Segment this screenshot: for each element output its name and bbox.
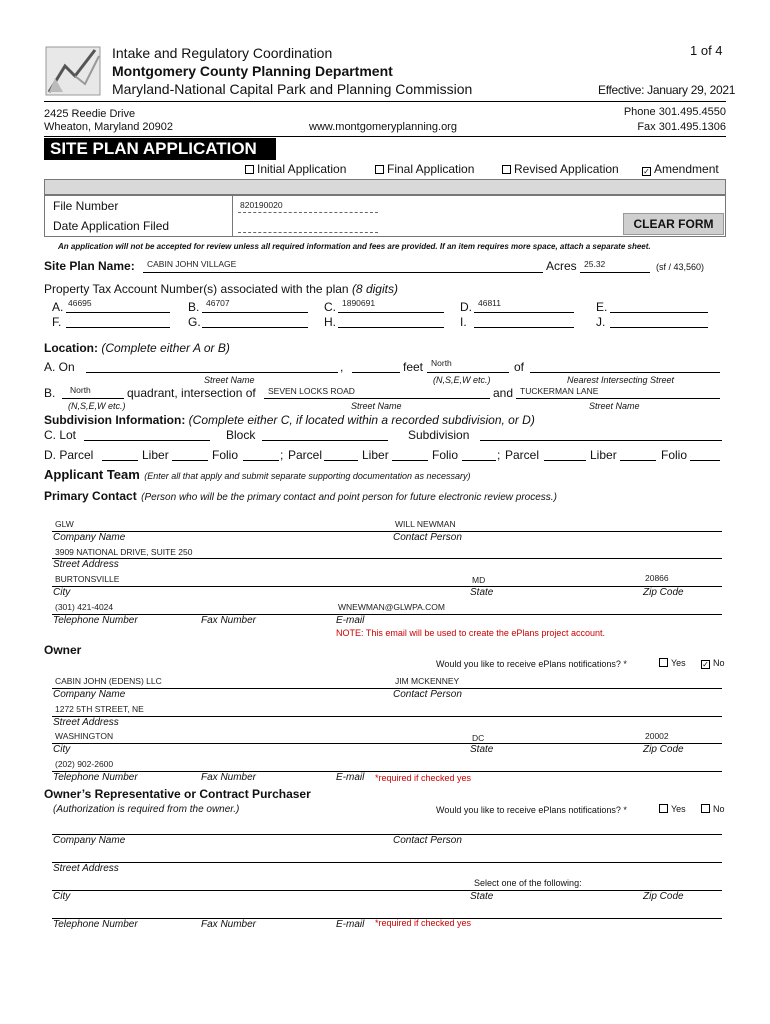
location-b-street2-line [516,398,720,399]
primary-state-input[interactable]: MD [472,575,486,585]
nsew-caption-2: (N,S,E,W etc.) [68,401,126,411]
applicant-team-heading: Applicant Team (Enter all that apply and submit separate supporting documentation as necessary) [44,467,471,482]
telephone-caption: Telephone Number [53,615,138,626]
liber-label-1: Liber [142,448,169,462]
state-caption: State [470,744,494,755]
subdivision-input[interactable] [480,440,722,441]
d-parcel-label: D. Parcel [44,448,94,462]
checkbox-icon [659,658,668,667]
amendment-checkbox[interactable]: ✓ Amendment [643,162,719,176]
rep-note: (Authorization is required from the owner.) [53,804,240,815]
rep-street-input[interactable] [52,862,722,863]
divider [232,195,233,237]
street-address-caption: Street Address [53,559,119,570]
checkbox-icon [245,165,254,174]
owner-zip-input[interactable]: 20002 [645,731,669,741]
tax-c-input[interactable]: 1890691 [342,298,376,308]
location-a-direction-line [427,372,509,373]
acres-label: Acres [546,259,577,273]
checkmark-icon: ✓ [643,167,650,176]
primary-contact-heading: Primary Contact (Person who will be the primary contact and point person for future electronic review process.) [44,489,557,503]
parcel-input-3[interactable] [544,460,586,461]
header-rule [44,101,726,102]
lot-label: C. Lot [44,428,77,442]
city-caption: City [53,891,71,902]
email-caption: E-mail [336,615,365,626]
owner-city-input[interactable]: WASHINGTON [55,731,114,741]
tax-a-line [66,312,170,313]
primary-company-input[interactable]: GLW [55,519,74,529]
primary-email-input[interactable]: WNEWMAN@GLWPA.COM [338,602,446,612]
semicolon-1: ; [280,448,284,462]
checkmark-icon: ✓ [702,660,709,669]
folio-input-1[interactable] [243,460,279,461]
semicolon-2: ; [497,448,501,462]
d-parcel-input[interactable] [102,460,138,461]
quadrant-label: quadrant, intersection of [127,386,256,400]
email-note: NOTE: This email will be used to create the ePlans project account. [336,628,605,638]
folio-label-1: Folio [212,448,239,462]
org-line3: Maryland-National Capital Park and Planning Commission [112,81,473,97]
street-name-caption: Street Name [204,375,255,385]
form-title: SITE PLAN APPLICATION [44,138,276,160]
lot-input[interactable] [84,440,210,441]
and-label: and [493,386,514,400]
tax-j-input[interactable] [610,327,708,328]
location-a-direction-input[interactable]: North [431,358,452,368]
acres-input[interactable]: 25.32 [584,259,606,269]
company-name-caption: Company Name [53,532,126,543]
liber-input-2[interactable] [392,460,428,461]
file-number-input[interactable]: 820190020 [240,200,283,210]
tax-h-input[interactable] [338,327,444,328]
city-caption: City [53,744,71,755]
state-caption: State [470,891,494,902]
tax-d-letter: D. [460,300,472,314]
owner-eplans-no[interactable]: ✓ No [702,658,725,669]
zip-caption: Zip Code [643,587,684,598]
block-input[interactable] [262,440,388,441]
block-label: Block [226,428,256,442]
location-a-feet-input[interactable] [352,372,400,373]
company-name-caption: Company Name [53,689,126,700]
tax-d-input[interactable]: 46811 [478,298,502,308]
required-note: *required if checked yes [375,918,472,928]
owner-contact-input[interactable]: JIM MCKENNEY [395,676,460,686]
fax-number: Fax 301.495.1306 [637,121,726,133]
parcel-label-3: Parcel [505,448,540,462]
subdivision-heading: Subdivision Information: (Complete either C, if located within a recorded subdivision, or D) [44,413,535,427]
header-bar [44,179,726,195]
owner-heading: Owner [44,643,82,657]
tax-b-letter: B. [188,300,200,314]
zip-caption: Zip Code [643,891,684,902]
comma: , [340,360,344,374]
tax-a-letter: A. [52,300,64,314]
location-a-intersecting-input[interactable] [530,372,720,373]
tax-h-letter: H. [324,315,336,329]
company-name-caption: Company Name [53,835,126,846]
rep-company-input[interactable] [52,834,722,835]
owner-phone-input[interactable]: (202) 902-2600 [55,759,114,769]
required-note: *required if checked yes [375,773,472,783]
checkbox-icon [502,165,511,174]
street-address-caption: Street Address [53,717,119,728]
rep-heading: Owner’s Representative or Contract Purchaser [44,787,311,801]
tax-d-line [474,312,574,313]
page-number: 1 of 4 [690,43,723,58]
nsew-caption: (N,S,E,W etc.) [433,375,491,385]
tax-a-input[interactable]: 46695 [68,298,92,308]
file-number-label: File Number [53,199,119,213]
primary-zip-input[interactable]: 20866 [645,573,669,583]
zip-caption: Zip Code [643,744,684,755]
rep-city-input[interactable] [52,890,722,891]
location-b-street2-input[interactable]: TUCKERMAN LANE [520,386,599,396]
location-b-direction-line [62,398,124,399]
file-number-line [238,212,378,213]
of-label: of [514,360,525,374]
primary-street-input[interactable]: 3909 NATIONAL DRIVE, SUITE 250 [55,547,193,557]
owner-eplans-question: Would you like to receive ePlans notifications? * [436,659,627,669]
owner-eplans-yes[interactable]: Yes [659,658,686,668]
folio-label-2: Folio [432,448,459,462]
divider [52,614,722,615]
telephone-caption: Telephone Number [53,772,138,783]
tax-c-line [338,312,444,313]
owner-street-input[interactable]: 1272 5TH STREET, NE [55,704,144,714]
liber-label-3: Liber [590,448,617,462]
mncppc-logo [45,46,101,96]
effective-date: Effective: January 29, 2021 [598,83,736,97]
rep-eplans-no[interactable]: No [701,804,725,814]
location-heading: Location: (Complete either A or B) [44,341,230,355]
tax-b-input[interactable]: 46707 [206,298,230,308]
location-b-direction-input[interactable]: North [70,385,91,395]
initial-application-checkbox[interactable]: Initial Application [245,162,346,176]
site-plan-name-line [143,272,543,273]
divider [52,558,722,559]
rep-eplans-yes[interactable]: Yes [659,804,686,814]
nearest-street-caption: Nearest Intersecting Street [567,375,675,385]
tax-i-letter: I. [460,315,467,329]
date-filed-input[interactable] [238,232,378,233]
location-a-street-input[interactable] [86,372,338,373]
tax-g-letter: G. [188,315,201,329]
tax-e-letter: E. [596,300,608,314]
checkbox-icon [659,804,668,813]
date-filed-label: Date Application Filed [53,219,170,233]
owner-company-input[interactable]: CABIN JOHN (EDENS) LLC [55,676,162,686]
liber-input-1[interactable] [172,460,208,461]
tax-b-line [202,312,308,313]
checkbox-icon [375,165,384,174]
fax-caption: Fax Number [201,615,257,626]
divider [52,688,722,689]
divider [52,716,722,717]
liber-label-2: Liber [362,448,389,462]
email-caption: E-mail [336,919,365,930]
tax-c-letter: C. [324,300,336,314]
folio-label-3: Folio [661,448,688,462]
header-rule-2 [44,136,726,137]
select-one-text: Select one of the following: [474,878,582,888]
state-caption: State [470,587,494,598]
sf-label: (sf / 43,560) [656,262,705,272]
org-line2: Montgomery County Planning Department [112,63,393,79]
org-line1: Intake and Regulatory Coordination [112,45,333,61]
primary-city-input[interactable]: BURTONSVILLE [55,574,120,584]
acres-line [580,272,650,273]
notice-text: An application will not be accepted for review unless all required information and fees are provided. If an item requires more space, attach a separate sheet. [58,242,651,251]
location-b-street1-line [264,398,490,399]
fax-caption: Fax Number [201,919,257,930]
tax-g-input[interactable] [202,327,308,328]
final-application-checkbox[interactable]: Final Application [375,162,474,176]
website-link[interactable]: www.montgomeryplanning.org [309,121,457,133]
tax-i-input[interactable] [474,327,574,328]
site-plan-name-input[interactable]: CABIN JOHN VILLAGE [147,259,237,269]
city-caption: City [53,587,71,598]
contact-person-caption: Contact Person [393,689,462,700]
owner-state-input[interactable]: DC [472,733,485,743]
location-a-on: A. On [44,360,75,374]
location-b-street1-input[interactable]: SEVEN LOCKS ROAD [268,386,355,396]
divider [52,531,722,532]
primary-contact-input[interactable]: WILL NEWMAN [395,519,456,529]
telephone-caption: Telephone Number [53,919,138,930]
folio-input-3[interactable] [690,460,720,461]
divider [52,743,722,744]
address-line1: 2425 Reedie Drive [44,108,136,120]
location-b-letter: B. [44,386,56,400]
clear-form-button[interactable]: CLEAR FORM [623,213,724,235]
tax-j-letter: J. [596,315,606,329]
phone-number: Phone 301.495.4550 [623,106,726,118]
feet-label: feet [403,360,424,374]
street-address-caption: Street Address [53,863,119,874]
tax-account-label: Property Tax Account Number(s) associated with the plan (8 digits) [44,282,398,296]
rep-eplans-question: Would you like to receive ePlans notifications? * [436,805,627,815]
fax-caption: Fax Number [201,772,257,783]
contact-person-caption: Contact Person [393,835,462,846]
parcel-input-2[interactable] [324,460,358,461]
parcel-label-2: Parcel [288,448,323,462]
liber-input-3[interactable] [620,460,656,461]
checkbox-icon [701,804,710,813]
subdivision-label: Subdivision [408,428,470,442]
tax-f-letter: F. [52,315,62,329]
street-name-caption-3: Street Name [589,401,640,411]
divider [52,586,722,587]
site-plan-name-label: Site Plan Name: [44,259,135,273]
divider [52,771,722,772]
folio-input-2[interactable] [462,460,496,461]
email-caption: E-mail [336,772,365,783]
street-name-caption-2: Street Name [351,401,402,411]
tax-e-input[interactable] [610,312,708,313]
tax-f-input[interactable] [66,327,170,328]
address-line2: Wheaton, Maryland 20902 [44,121,174,133]
primary-phone-input[interactable]: (301) 421-4024 [55,602,114,612]
contact-person-caption: Contact Person [393,532,462,543]
revised-application-checkbox[interactable]: Revised Application [502,162,619,176]
